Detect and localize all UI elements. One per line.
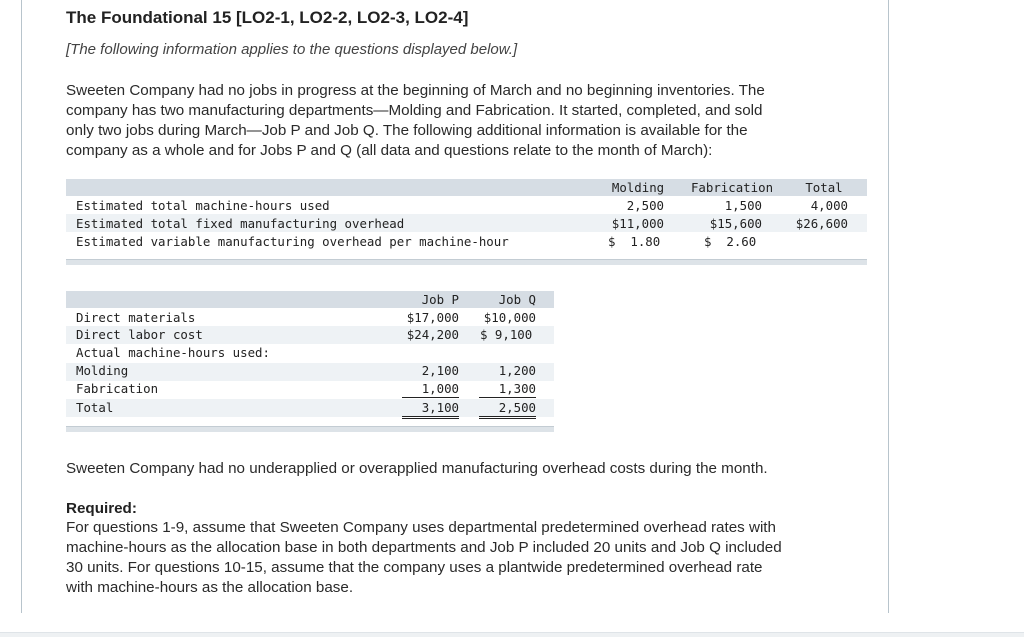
page-title: The Foundational 15 [LO2-1, LO2-2, LO2-3, LO2-4] xyxy=(66,8,469,27)
required-line: For questions 1-9, assume that Sweeten Company uses departmental predetermined overhead rates with xyxy=(66,519,776,536)
note-line: Sweeten Company had no underapplied or overapplied manufacturing overhead costs during the month. xyxy=(66,460,768,477)
row-label: Actual machine-hours used: xyxy=(76,345,270,360)
cell-job-q: $10,000 xyxy=(483,310,536,325)
col-header-job-q: Job Q xyxy=(498,292,536,307)
row-label: Total xyxy=(76,400,114,415)
cell-molding: 2,500 xyxy=(626,198,664,213)
cell-fabrication: 1,500 xyxy=(724,198,762,213)
col-header-molding: Molding xyxy=(611,180,665,195)
col-header-fabrication: Fabrication xyxy=(690,180,774,195)
cell-job-p: 2,100 xyxy=(421,363,459,378)
department-estimates-table xyxy=(66,179,867,265)
cell-job-q: $ 9,100 xyxy=(480,327,533,342)
cell-fabrication: $ 2.60 xyxy=(704,234,757,249)
cell-job-p: $17,000 xyxy=(406,310,459,325)
required-line: 30 units. For questions 10-15, assume that the company uses a plantwide predetermined overhead rate xyxy=(66,559,763,576)
row-label: Estimated total fixed manufacturing overhead xyxy=(76,216,405,231)
cell-job-p: 1,000 xyxy=(402,380,459,398)
table-bottom-rule xyxy=(66,259,867,265)
required-heading: Required: xyxy=(66,500,137,517)
intro-paragraph xyxy=(66,81,856,161)
row-label: Fabrication xyxy=(76,381,159,396)
intro-line: Sweeten Company had no jobs in progress at the beginning of March and no beginning inventories. The xyxy=(66,82,765,99)
job-data-table xyxy=(66,291,554,433)
col-header-job-p: Job P xyxy=(421,292,459,307)
row-label: Estimated total machine-hours used xyxy=(76,198,330,213)
row-label: Direct labor cost xyxy=(76,327,203,342)
cell-job-q: 1,200 xyxy=(498,363,536,378)
overhead-note xyxy=(66,459,856,479)
required-paragraph xyxy=(66,518,856,598)
intro-line: only two jobs during March—Job P and Job Q. The following additional information is available for the xyxy=(66,122,748,139)
cell-job-q: 2,500 xyxy=(479,399,536,419)
cell-job-p: $24,200 xyxy=(406,327,459,342)
cell-job-p: 3,100 xyxy=(402,399,459,419)
info-note: [The following information applies to the questions displayed below.] xyxy=(66,41,518,58)
row-label: Direct materials xyxy=(76,310,196,325)
bottom-divider xyxy=(0,632,1024,637)
table-bottom-rule xyxy=(66,426,554,432)
cell-total: $26,600 xyxy=(795,216,848,231)
col-header-total: Total xyxy=(805,180,843,195)
required-line: with machine-hours as the allocation base. xyxy=(66,579,354,596)
cell-total: 4,000 xyxy=(810,198,848,213)
cell-fabrication: $15,600 xyxy=(709,216,762,231)
cell-molding: $ 1.80 xyxy=(608,234,661,249)
row-label: Molding xyxy=(76,363,129,378)
intro-line: company as a whole and for Jobs P and Q (all data and questions relate to the month of March): xyxy=(66,142,713,159)
cell-molding: $11,000 xyxy=(611,216,664,231)
cell-job-q: 1,300 xyxy=(479,380,536,398)
intro-line: company has two manufacturing departments—Molding and Fabrication. It started, completed, and sold xyxy=(66,102,763,119)
row-label: Estimated variable manufacturing overhead per machine-hour xyxy=(76,234,509,249)
required-line: machine-hours as the allocation base in both departments and Job P included 20 units and Job Q included xyxy=(66,539,782,556)
